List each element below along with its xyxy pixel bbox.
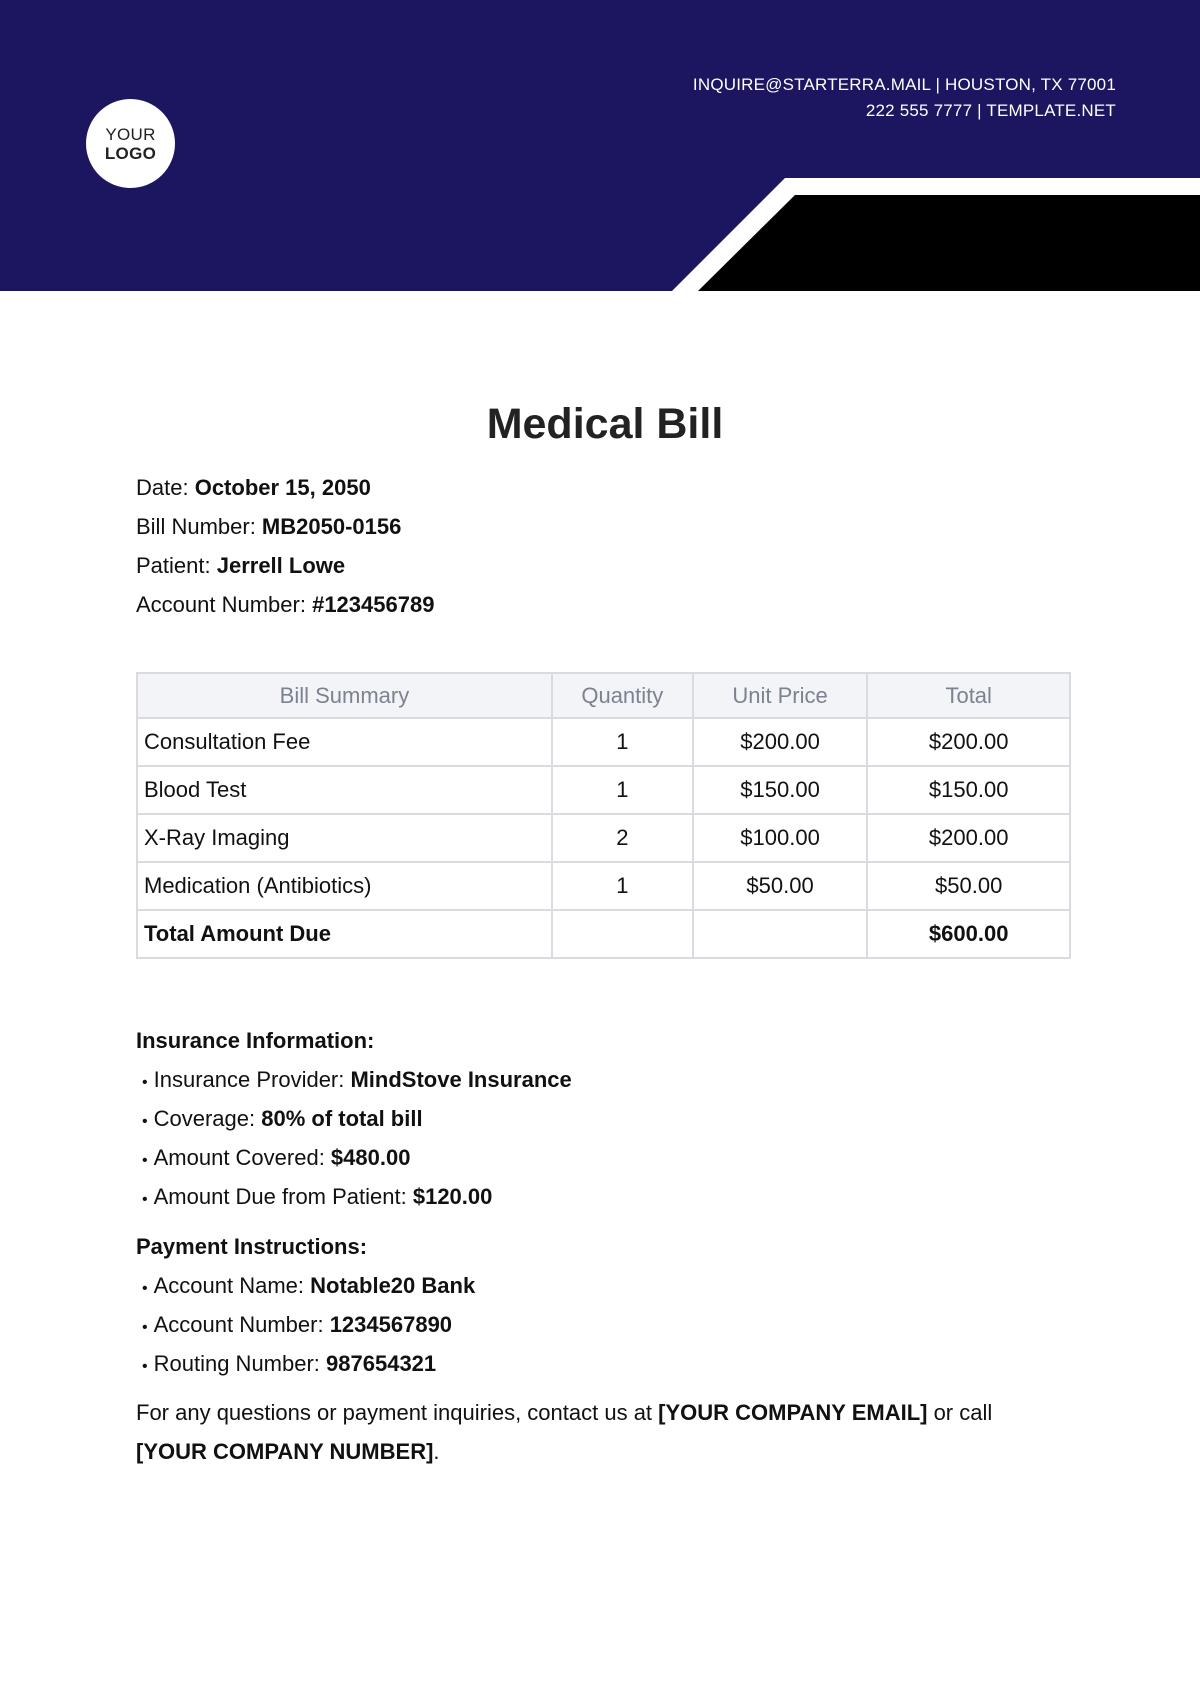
payment-section — [136, 1229, 475, 1385]
list-item — [136, 1307, 475, 1346]
cell-item: Consultation Fee — [137, 718, 552, 766]
item-value: Notable20 Bank — [310, 1273, 476, 1298]
meta-account-number — [136, 588, 434, 627]
column-header-bill-summary: Bill Summary — [137, 673, 552, 718]
meta-patient-value: Jerrell Lowe — [216, 553, 346, 578]
cell-quantity: 1 — [552, 718, 693, 766]
logo-line1: YOUR — [105, 124, 156, 144]
item-value: 1234567890 — [329, 1312, 453, 1337]
total-amount-value: $600.00 — [867, 910, 1070, 958]
total-row — [137, 910, 1070, 958]
header-band — [0, 0, 1200, 291]
header-decoration — [0, 0, 1200, 291]
bullet-icon: • — [142, 1152, 148, 1169]
list-item — [136, 1268, 475, 1307]
list-item — [136, 1179, 572, 1218]
bullet-icon: • — [142, 1319, 148, 1336]
meta-patient — [136, 549, 434, 588]
cell-total: $150.00 — [867, 766, 1070, 814]
column-header-quantity: Quantity — [552, 673, 693, 718]
meta-bill-number — [136, 510, 434, 549]
meta-bill-number-label: Bill Number: — [136, 514, 262, 539]
bullet-icon: • — [142, 1358, 148, 1375]
cell-unit-price: $200.00 — [693, 718, 868, 766]
meta-bill-number-value: MB2050-0156 — [261, 514, 402, 539]
bullet-icon: • — [142, 1280, 148, 1297]
list-item — [136, 1062, 572, 1101]
cell-item: Blood Test — [137, 766, 552, 814]
cell-unit-price: $150.00 — [693, 766, 868, 814]
cell-total: $200.00 — [867, 718, 1070, 766]
cell-unit-price: $50.00 — [693, 862, 868, 910]
contact-phone-website: 222 555 7777 | TEMPLATE.NET — [865, 101, 1116, 120]
meta-date — [136, 471, 434, 510]
note-phone-placeholder: [YOUR COMPANY NUMBER] — [136, 1439, 434, 1464]
meta-patient-label: Patient: — [136, 553, 217, 578]
column-header-total: Total — [867, 673, 1070, 718]
item-label: Account Name: — [153, 1273, 311, 1298]
note-suffix: . — [433, 1439, 440, 1464]
table-row — [137, 814, 1070, 862]
list-item — [136, 1101, 572, 1140]
bullet-icon: • — [142, 1191, 148, 1208]
bill-meta — [136, 471, 434, 627]
cell-quantity: 1 — [552, 862, 693, 910]
list-item — [136, 1346, 475, 1385]
table-row — [137, 718, 1070, 766]
cell-item: Medication (Antibiotics) — [137, 862, 552, 910]
cell-unit-price: $100.00 — [693, 814, 868, 862]
meta-account-number-label: Account Number: — [136, 592, 313, 617]
item-label: Routing Number: — [153, 1351, 327, 1376]
contact-note — [136, 1393, 1086, 1471]
list-item — [136, 1140, 572, 1179]
meta-date-value: October 15, 2050 — [194, 475, 371, 500]
payment-heading: Payment Instructions: — [136, 1234, 368, 1259]
column-header-unit-price: Unit Price — [693, 673, 868, 718]
meta-account-number-value: #123456789 — [312, 592, 435, 617]
document-title: Medical Bill — [486, 400, 724, 448]
item-label: Amount Covered: — [153, 1145, 331, 1170]
item-label: Insurance Provider: — [153, 1067, 351, 1092]
table-row — [137, 766, 1070, 814]
table-header-row — [137, 673, 1070, 718]
meta-date-label: Date: — [136, 475, 195, 500]
contact-info — [693, 72, 1116, 124]
note-email-placeholder: [YOUR COMPANY EMAIL] — [658, 1400, 928, 1425]
item-label: Amount Due from Patient: — [153, 1184, 413, 1209]
insurance-section — [136, 1023, 572, 1218]
item-label: Coverage: — [153, 1106, 262, 1131]
item-value: $120.00 — [412, 1184, 493, 1209]
item-value: 987654321 — [326, 1351, 437, 1376]
item-value: $480.00 — [330, 1145, 411, 1170]
logo-line2: LOGO — [104, 143, 157, 163]
total-empty-cell — [693, 910, 868, 958]
company-logo — [86, 99, 175, 188]
note-middle: or call — [927, 1400, 993, 1425]
bullet-icon: • — [142, 1113, 148, 1130]
item-label: Account Number: — [153, 1312, 330, 1337]
bullet-icon: • — [142, 1074, 148, 1091]
cell-total: $200.00 — [867, 814, 1070, 862]
item-value: MindStove Insurance — [350, 1067, 572, 1092]
cell-total: $50.00 — [867, 862, 1070, 910]
total-empty-cell — [552, 910, 693, 958]
cell-quantity: 2 — [552, 814, 693, 862]
insurance-heading: Insurance Information: — [136, 1028, 375, 1053]
table-row — [137, 862, 1070, 910]
bill-summary-table — [136, 672, 1071, 959]
contact-email-address: INQUIRE@STARTERRA.MAIL | HOUSTON, TX 77001 — [692, 75, 1116, 94]
cell-quantity: 1 — [552, 766, 693, 814]
note-prefix: For any questions or payment inquiries, contact us at — [136, 1400, 659, 1425]
cell-item: X-Ray Imaging — [137, 814, 552, 862]
item-value: 80% of total bill — [261, 1106, 423, 1131]
total-amount-label: Total Amount Due — [137, 910, 552, 958]
